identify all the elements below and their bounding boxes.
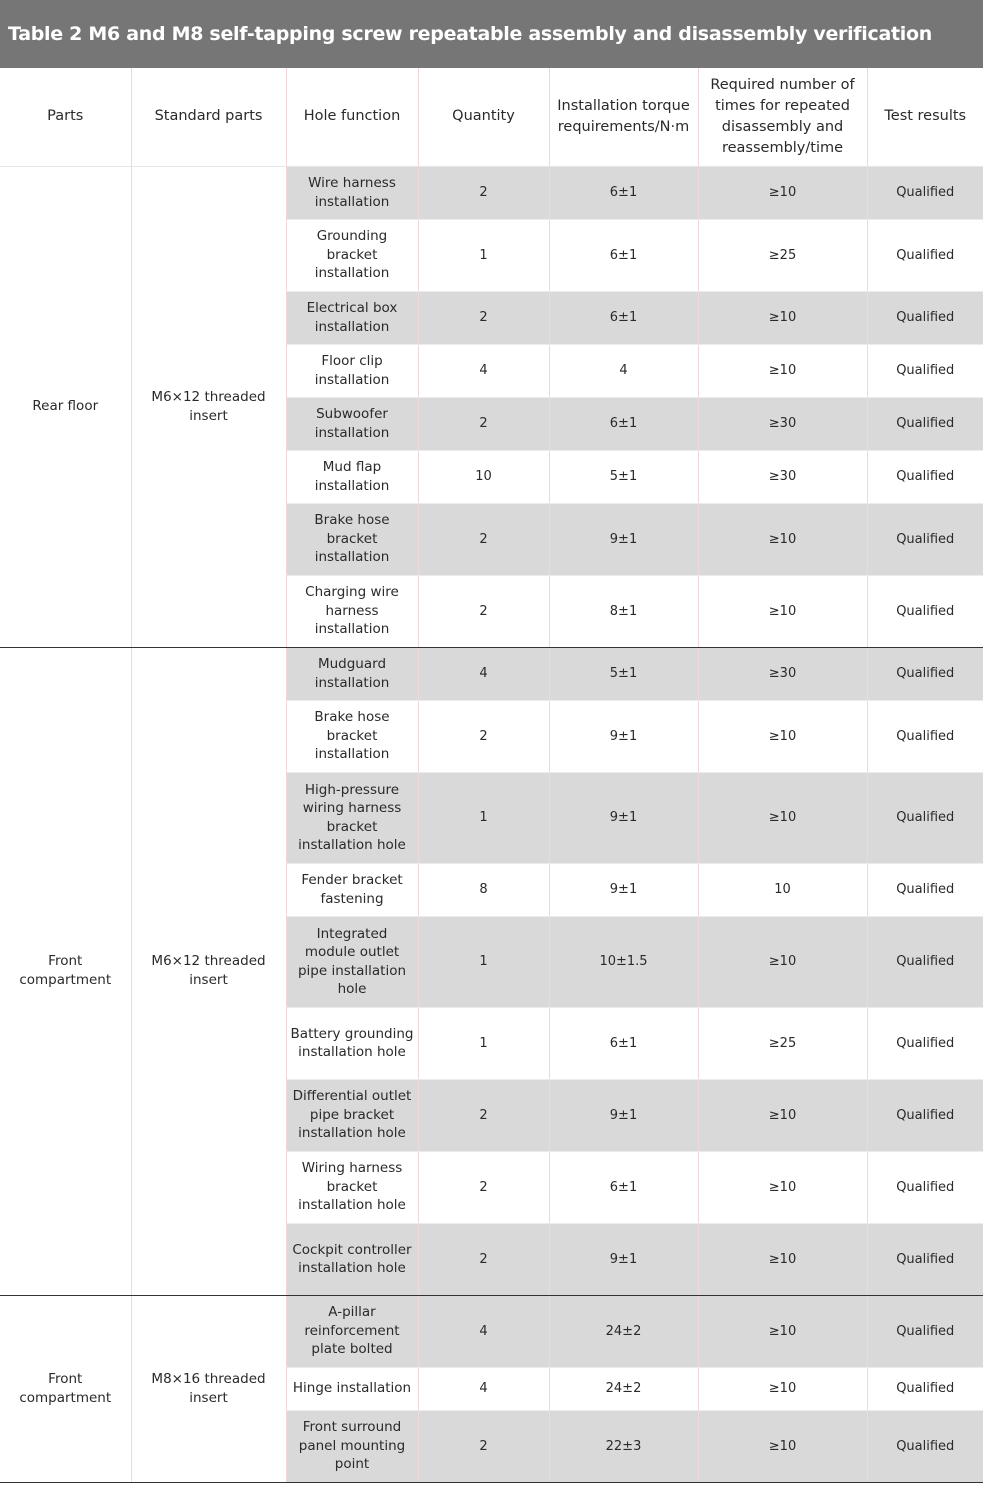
hole-function-cell: Cockpit controller installation hole — [286, 1223, 418, 1295]
times-cell: ≥10 — [698, 1223, 867, 1295]
torque-cell: 6±1 — [549, 397, 698, 450]
test-result-cell: Qualified — [867, 344, 983, 397]
table-row — [0, 1295, 983, 1367]
hole-function-cell: Fender bracket fastening — [286, 863, 418, 916]
test-result-cell: Qualified — [867, 397, 983, 450]
header-times: Required number of times for repeated disassembly and reassembly/time — [698, 68, 867, 166]
table-body — [0, 166, 983, 1482]
hole-function-cell: High-pressure wiring harness bracket installation hole — [286, 772, 418, 863]
torque-cell: 22±3 — [549, 1410, 698, 1482]
hole-function-cell: Subwoofer installation — [286, 397, 418, 450]
quantity-cell: 2 — [418, 397, 549, 450]
torque-cell: 8±1 — [549, 575, 698, 647]
quantity-cell: 2 — [418, 503, 549, 575]
times-cell: ≥30 — [698, 450, 867, 503]
torque-cell: 9±1 — [549, 1223, 698, 1295]
header-parts: Parts — [0, 68, 131, 166]
times-cell: ≥10 — [698, 700, 867, 772]
hole-function-cell: Wiring harness bracket installation hole — [286, 1151, 418, 1223]
test-result-cell: Qualified — [867, 166, 983, 219]
hole-function-cell: Wire harness installation — [286, 166, 418, 219]
quantity-cell: 4 — [418, 1295, 549, 1367]
hole-function-cell: Front surround panel mounting point — [286, 1410, 418, 1482]
hole-function-cell: Mudguard installation — [286, 647, 418, 700]
times-cell: ≥10 — [698, 772, 867, 863]
times-cell: 10 — [698, 863, 867, 916]
standard-parts-cell: M6×12 threaded insert — [131, 166, 286, 647]
test-result-cell: Qualified — [867, 916, 983, 1007]
quantity-cell: 4 — [418, 344, 549, 397]
quantity-cell: 2 — [418, 1223, 549, 1295]
torque-cell: 9±1 — [549, 700, 698, 772]
times-cell: ≥10 — [698, 1367, 867, 1410]
quantity-cell: 2 — [418, 575, 549, 647]
torque-cell: 9±1 — [549, 503, 698, 575]
times-cell: ≥10 — [698, 1079, 867, 1151]
hole-function-cell: Brake hose bracket installation — [286, 700, 418, 772]
torque-cell: 6±1 — [549, 219, 698, 291]
test-result-cell: Qualified — [867, 863, 983, 916]
test-result-cell: Qualified — [867, 1410, 983, 1482]
times-cell: ≥10 — [698, 1410, 867, 1482]
table-row — [0, 647, 983, 700]
table-title: Table 2 M6 and M8 self-tapping screw repeatable assembly and disassembly verification — [0, 0, 983, 68]
times-cell: ≥10 — [698, 1295, 867, 1367]
quantity-cell: 2 — [418, 1079, 549, 1151]
times-cell: ≥10 — [698, 166, 867, 219]
header-torque: Installation torque requirements/N·m — [549, 68, 698, 166]
test-result-cell: Qualified — [867, 1151, 983, 1223]
quantity-cell: 2 — [418, 700, 549, 772]
hole-function-cell: Brake hose bracket installation — [286, 503, 418, 575]
quantity-cell: 1 — [418, 1007, 549, 1079]
standard-parts-cell: M6×12 threaded insert — [131, 647, 286, 1295]
quantity-cell: 8 — [418, 863, 549, 916]
quantity-cell: 1 — [418, 772, 549, 863]
hole-function-cell: Hinge installation — [286, 1367, 418, 1410]
header-hole-function: Hole function — [286, 68, 418, 166]
quantity-cell: 4 — [418, 647, 549, 700]
quantity-cell: 1 — [418, 219, 549, 291]
torque-cell: 9±1 — [549, 1079, 698, 1151]
torque-cell: 24±2 — [549, 1295, 698, 1367]
times-cell: ≥30 — [698, 647, 867, 700]
test-result-cell: Qualified — [867, 291, 983, 344]
times-cell: ≥10 — [698, 575, 867, 647]
torque-cell: 10±1.5 — [549, 916, 698, 1007]
hole-function-cell: A-pillar reinforcement plate bolted — [286, 1295, 418, 1367]
quantity-cell: 1 — [418, 916, 549, 1007]
hole-function-cell: Differential outlet pipe bracket installation hole — [286, 1079, 418, 1151]
times-cell: ≥25 — [698, 219, 867, 291]
hole-function-cell: Mud flap installation — [286, 450, 418, 503]
quantity-cell: 10 — [418, 450, 549, 503]
times-cell: ≥10 — [698, 916, 867, 1007]
parts-cell: Rear floor — [0, 166, 131, 647]
times-cell: ≥10 — [698, 1151, 867, 1223]
quantity-cell: 2 — [418, 166, 549, 219]
test-result-cell: Qualified — [867, 700, 983, 772]
hole-function-cell: Grounding bracket installation — [286, 219, 418, 291]
parts-cell: Front compartment — [0, 647, 131, 1295]
hole-function-cell: Charging wire harness installation — [286, 575, 418, 647]
hole-function-cell: Floor clip installation — [286, 344, 418, 397]
test-result-cell: Qualified — [867, 219, 983, 291]
torque-cell: 5±1 — [549, 647, 698, 700]
header-row — [0, 68, 983, 166]
times-cell: ≥30 — [698, 397, 867, 450]
test-result-cell: Qualified — [867, 772, 983, 863]
parts-cell: Front compartment — [0, 1295, 131, 1482]
times-cell: ≥25 — [698, 1007, 867, 1079]
torque-cell: 6±1 — [549, 1151, 698, 1223]
quantity-cell: 2 — [418, 1410, 549, 1482]
quantity-cell: 2 — [418, 1151, 549, 1223]
times-cell: ≥10 — [698, 344, 867, 397]
test-result-cell: Qualified — [867, 1367, 983, 1410]
table-row — [0, 166, 983, 219]
verification-table — [0, 68, 983, 1483]
torque-cell: 4 — [549, 344, 698, 397]
test-result-cell: Qualified — [867, 503, 983, 575]
test-result-cell: Qualified — [867, 450, 983, 503]
hole-function-cell: Battery grounding installation hole — [286, 1007, 418, 1079]
test-result-cell: Qualified — [867, 575, 983, 647]
torque-cell: 5±1 — [549, 450, 698, 503]
quantity-cell: 4 — [418, 1367, 549, 1410]
test-result-cell: Qualified — [867, 1007, 983, 1079]
hole-function-cell: Integrated module outlet pipe installation hole — [286, 916, 418, 1007]
quantity-cell: 2 — [418, 291, 549, 344]
header-standard-parts: Standard parts — [131, 68, 286, 166]
times-cell: ≥10 — [698, 503, 867, 575]
header-test-results: Test results — [884, 108, 967, 125]
test-result-cell: Qualified — [867, 1295, 983, 1367]
torque-cell: 6±1 — [549, 291, 698, 344]
torque-cell: 9±1 — [549, 772, 698, 863]
torque-cell: 24±2 — [549, 1367, 698, 1410]
torque-cell: 6±1 — [549, 166, 698, 219]
times-cell: ≥10 — [698, 291, 867, 344]
standard-parts-cell: M8×16 threaded insert — [131, 1295, 286, 1482]
test-result-cell: Qualified — [867, 1079, 983, 1151]
torque-cell: 9±1 — [549, 863, 698, 916]
hole-function-cell: Electrical box installation — [286, 291, 418, 344]
test-result-cell: Qualified — [867, 1223, 983, 1295]
torque-cell: 6±1 — [549, 1007, 698, 1079]
header-quantity: Quantity — [418, 68, 549, 166]
test-result-cell: Qualified — [867, 647, 983, 700]
